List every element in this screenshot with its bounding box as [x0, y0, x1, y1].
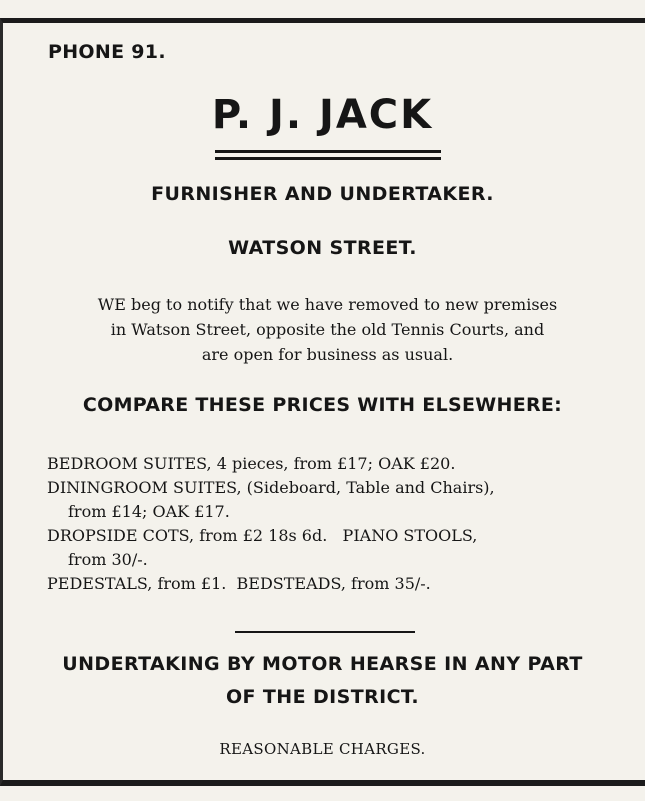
notice-line: are open for business as usual. [201, 345, 454, 364]
price-line: DININGROOM SUITES, (Sideboard, Table and Chairs), [47, 478, 495, 497]
notice-line: WE beg to notify that we have removed to new premises [97, 295, 558, 314]
charges-note: REASONABLE CHARGES. [219, 740, 426, 758]
price-line: PEDESTALS, from £1. BEDSTEADS, from 35/-. [47, 574, 431, 593]
undertaking-notice [0, 648, 645, 714]
price-line: BEDROOM SUITES, 4 pieces, from £17; OAK £20. [47, 454, 456, 473]
price-line: DROPSIDE COTS, from £2 18s 6d. PIANO STOOLS, [47, 526, 478, 545]
title-underline-top [215, 150, 441, 153]
section-divider [235, 631, 415, 633]
street-subtitle: WATSON STREET. [228, 237, 417, 259]
notice-line: in Watson Street, opposite the old Tennis Courts, and [110, 320, 545, 339]
title-underline-bottom [215, 157, 441, 160]
price-line: from 30/-. [68, 550, 148, 569]
undertaking-line: OF THE DISTRICT. [225, 686, 420, 708]
business-name-heading: P. J. JACK [211, 92, 434, 138]
undertaking-line: UNDERTAKING BY MOTOR HEARSE IN ANY PART [62, 653, 583, 675]
relocation-notice [40, 292, 615, 367]
price-list [47, 452, 617, 596]
trade-subtitle: FURNISHER AND UNDERTAKER. [151, 183, 494, 205]
price-line: from £14; OAK £17. [68, 502, 230, 521]
compare-heading: COMPARE THESE PRICES WITH ELSEWHERE: [82, 394, 563, 416]
phone-number: PHONE 91. [48, 41, 166, 63]
